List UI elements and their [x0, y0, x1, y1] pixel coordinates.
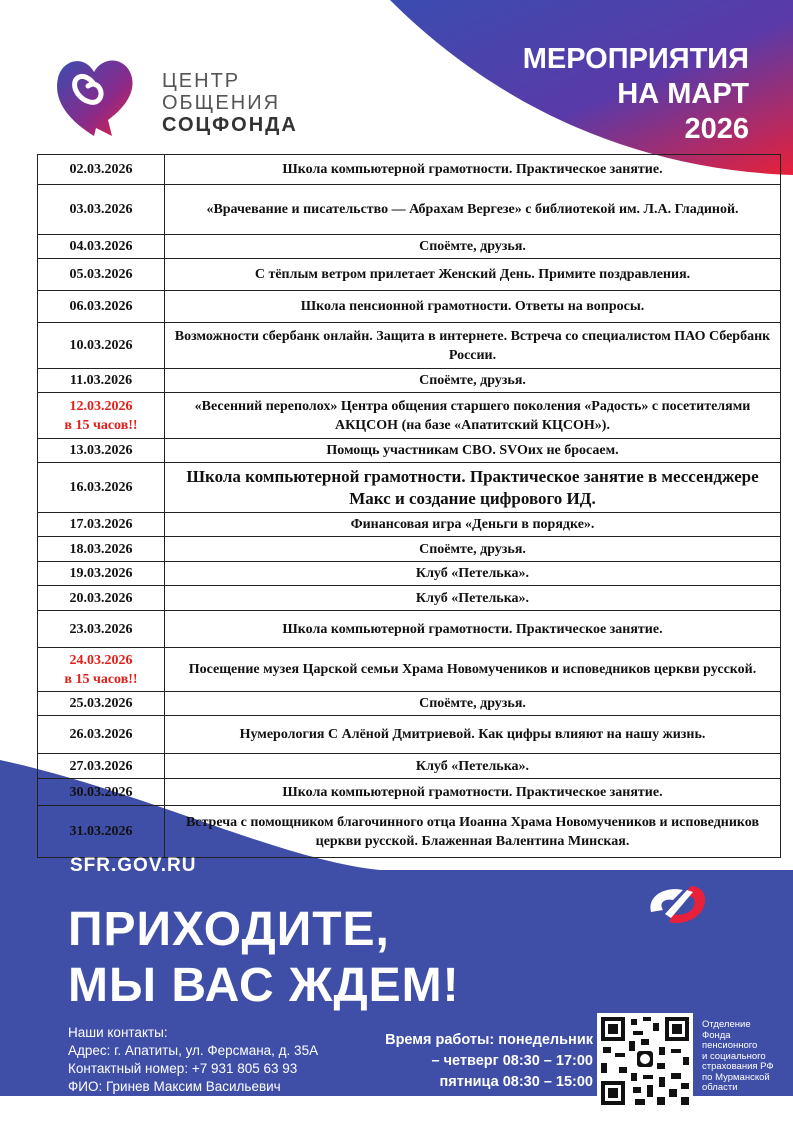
- org-line-7: области: [702, 1082, 738, 1093]
- event-row: [38, 323, 781, 369]
- event-title: Споёмте, друзья.: [165, 369, 781, 393]
- event-row: [38, 754, 781, 779]
- event-date-note: в 15 часов!!: [64, 671, 138, 687]
- event-date: 13.03.2026: [38, 439, 165, 463]
- events-table: [37, 154, 781, 858]
- hours-line-3: пятница 08:30 – 15:00: [439, 1074, 593, 1090]
- event-title: Встреча с помощником благочинного отца Иоанна Храма Новомучеников и исповедников церкви русской. Блаженная Валентина Минская.: [165, 806, 781, 858]
- heart-logo-icon: [52, 50, 136, 142]
- event-title: Помощь участникам СВО. SVOих не бросаем.: [165, 439, 781, 463]
- event-row: [38, 155, 781, 185]
- logo-text: [162, 70, 298, 136]
- event-date-note: в 15 часов!!: [64, 417, 138, 433]
- hours-line-2: – четверг 08:30 – 17:00: [431, 1053, 593, 1069]
- event-date: 02.03.2026: [38, 155, 165, 185]
- qr-code[interactable]: [597, 1013, 693, 1109]
- event-row: [38, 692, 781, 716]
- hours-line-1: Время работы: понедельник: [385, 1032, 593, 1048]
- page-heading: [449, 42, 749, 147]
- sfr-logo-icon: [643, 882, 713, 928]
- event-row: [38, 648, 781, 692]
- event-date: 17.03.2026: [38, 513, 165, 537]
- event-title: Школа пенсионной грамотности. Ответы на вопросы.: [165, 291, 781, 323]
- working-hours: [350, 1030, 593, 1093]
- event-title: Нумерология С Алёной Дмитриевой. Как цифры влияют на нашу жизнь.: [165, 716, 781, 754]
- event-date: 25.03.2026: [38, 692, 165, 716]
- event-date: [38, 393, 165, 439]
- qr-code-icon: [597, 1013, 693, 1109]
- contacts-address: Адрес: г. Апатиты, ул. Ферсмана, д. 35А: [68, 1043, 319, 1058]
- organization-name: [702, 1020, 782, 1094]
- org-line-1: Отделение: [702, 1019, 751, 1030]
- event-title: С тёплым ветром прилетает Женский День. Примите поздравления.: [165, 259, 781, 291]
- event-date: 26.03.2026: [38, 716, 165, 754]
- event-row: [38, 586, 781, 611]
- event-date-value: 24.03.2026: [69, 652, 133, 668]
- event-title: «Весенний переполох» Центра общения старшего поколения «Радость» с посетителями АКЦСОН (на базе «Апатитский КЦСОН»).: [165, 393, 781, 439]
- contacts-phone: Контактный номер: +7 931 805 63 93: [68, 1061, 298, 1076]
- event-row: [38, 185, 781, 235]
- org-line-6: по Мурманской: [702, 1071, 770, 1083]
- event-row: [38, 716, 781, 754]
- event-row: [38, 393, 781, 439]
- event-row: [38, 463, 781, 513]
- event-title: Школа компьютерной грамотности. Практическое занятие.: [165, 155, 781, 185]
- logo-line-1: ЦЕНТР: [162, 70, 241, 92]
- event-title: «Врачевание и писательство — Абрахам Вергезе» с библиотекой им. Л.А. Гладиной.: [165, 185, 781, 235]
- event-date: 05.03.2026: [38, 259, 165, 291]
- event-title: Школа компьютерной грамотности. Практическое занятие.: [165, 779, 781, 806]
- event-date: 30.03.2026: [38, 779, 165, 806]
- event-date: 11.03.2026: [38, 369, 165, 393]
- event-date: 27.03.2026: [38, 754, 165, 779]
- logo-line-3: СОЦФОНДА: [162, 114, 298, 136]
- event-title: Возможности сбербанк онлайн. Защита в интернете. Встреча со специалистом ПАО Сбербанк России.: [165, 323, 781, 369]
- event-row: [38, 259, 781, 291]
- event-row: [38, 235, 781, 259]
- event-row: [38, 611, 781, 648]
- event-date: [38, 648, 165, 692]
- heading-line-2: НА МАРТ: [617, 78, 749, 110]
- event-date: 20.03.2026: [38, 586, 165, 611]
- event-date: 10.03.2026: [38, 323, 165, 369]
- contacts-block: [68, 1024, 318, 1096]
- event-date: 16.03.2026: [38, 463, 165, 513]
- logo-line-2: ОБЩЕНИЯ: [162, 92, 281, 114]
- org-line-2: Фонда: [702, 1029, 731, 1041]
- org-line-5: страхования РФ: [702, 1061, 774, 1072]
- event-title: Клуб «Петелька».: [165, 754, 781, 779]
- event-row: [38, 369, 781, 393]
- event-row: [38, 513, 781, 537]
- event-title: Финансовая игра «Деньги в порядке».: [165, 513, 781, 537]
- event-date: 06.03.2026: [38, 291, 165, 323]
- event-date: 03.03.2026: [38, 185, 165, 235]
- event-date: 18.03.2026: [38, 537, 165, 562]
- org-line-3: пенсионного: [702, 1040, 758, 1051]
- event-date: 31.03.2026: [38, 806, 165, 858]
- event-date: 23.03.2026: [38, 611, 165, 648]
- event-row: [38, 806, 781, 858]
- event-row: [38, 439, 781, 463]
- event-row: [38, 779, 781, 806]
- event-title: Споёмте, друзья.: [165, 537, 781, 562]
- event-date: 19.03.2026: [38, 562, 165, 586]
- slogan-line-1: ПРИХОДИТЕ,: [68, 903, 390, 956]
- slogan-line-2: МЫ ВАС ЖДЕМ!: [68, 959, 460, 1012]
- contacts-title: Наши контакты:: [68, 1025, 168, 1040]
- slogan: [68, 902, 460, 1014]
- event-date-value: 12.03.2026: [69, 398, 133, 414]
- event-title: Школа компьютерной грамотности. Практическое занятие в мессенджере Макс и создание цифрового ИД.: [165, 463, 781, 513]
- event-row: [38, 562, 781, 586]
- heading-line-3: 2026: [684, 113, 749, 145]
- event-row: [38, 291, 781, 323]
- contacts-person: ФИО: Гринев Максим Васильевич: [68, 1079, 281, 1094]
- heading-line-1: МЕРОПРИЯТИЯ: [522, 43, 749, 75]
- event-title: Споёмте, друзья.: [165, 692, 781, 716]
- event-title: Клуб «Петелька».: [165, 586, 781, 611]
- event-title: Школа компьютерной грамотности. Практическое занятие.: [165, 611, 781, 648]
- event-title: Клуб «Петелька».: [165, 562, 781, 586]
- event-title: Посещение музея Царской семьи Храма Новомучеников и исповедников церкви русской.: [165, 648, 781, 692]
- event-title: Споёмте, друзья.: [165, 235, 781, 259]
- org-line-4: и социального: [702, 1050, 766, 1062]
- event-date: 04.03.2026: [38, 235, 165, 259]
- site-link[interactable]: SFR.GOV.RU: [70, 855, 197, 876]
- event-row: [38, 537, 781, 562]
